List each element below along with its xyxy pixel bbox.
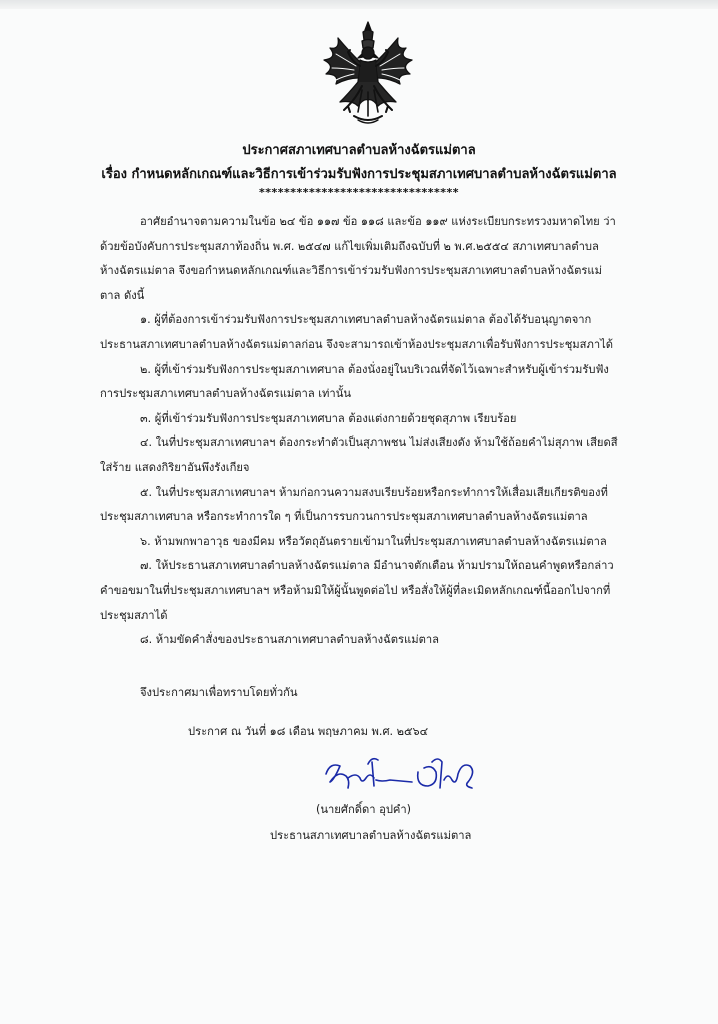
- rule-5-paragraph: ๕. ในที่ประชุมสภาเทศบาลฯ ห้ามก่อกวนความสงบเรียบร้อยหรือกระทำการให้เสื่อมเสียเกียรติของที่ประชุมสภาเทศบาล หรือกระทำการใด ๆ ที่เป็นการรบกวนการประชุมสภาเทศบาลตำบลห้างฉัตรแม่ตาล: [100, 485, 608, 524]
- document-body: [100, 210, 620, 653]
- signature-icon: [320, 752, 485, 800]
- preamble-paragraph: อาศัยอำนาจตามความในข้อ ๒๔ ข้อ ๑๑๗ ข้อ ๑๑๘ และข้อ ๑๑๙ แห่งระเบียบกระทรวงมหาดไทย ว่าด้วยข้อบังคับการประชุมสภาท้องถิ่น พ.ศ. ๒๕๔๗ แก้ไขเพิ่มเติมถึงฉบับที่ ๒ พ.ศ.๒๕๕๔ สภาเทศบาลตำบลห้างฉัตรแม่ตาล จึงขอกำหนดหลักเกณฑ์และวิธีการเข้าร่วมรับฟังการประชุมสภาเทศบาลตำบลห้างฉัตรแม่ตาล ดังนี้: [100, 215, 616, 302]
- signer-position: ประธานสภาเทศบาลตำบลห้างฉัตรแม่ตาล: [270, 829, 472, 842]
- document-title: ประกาศสภาเทศบาลตำบลห้างฉัตรแม่ตาล: [242, 143, 476, 158]
- rule-7-paragraph: ๗. ให้ประธานสภาเทศบาลตำบลห้างฉัตรแม่ตาล มีอำนาจตักเตือน ห้ามปรามให้ถอนคำพูดหรือกล่าวคำขอขมาในที่ประชุมสภาเทศบาลฯ หรือห้ามมิให้ผู้นั้นพูดต่อไป หรือสั่งให้ผู้ที่ละเมิดหลักเกณฑ์นี้ออกไปจากที่ประชุมสภาได้: [100, 559, 614, 622]
- title-divider: ********************************: [258, 186, 460, 199]
- conclusion-line: จึงประกาศมาเพื่อทราบโดยทั่วกัน: [140, 686, 298, 699]
- rule-6-paragraph: ๖. ห้ามพกพาอาวุธ ของมีคม หรือวัตถุอันตรายเข้ามาในที่ประชุมสภาเทศบาลตำบลห้างฉัตรแม่ตาล: [140, 534, 607, 548]
- document-subject: เรื่อง กำหนดหลักเกณฑ์และวิธีการเข้าร่วมรับฟังการประชุมสภาเทศบาลตำบลห้างฉัตรแม่ตาล: [101, 167, 617, 182]
- rule-4-paragraph: ๔. ในที่ประชุมสภาเทศบาลฯ ต้องกระทำตัวเป็นสุภาพชน ไม่ส่งเสียงดัง ห้ามใช้ถ้อยคำไม่สุภาพ เสียดสีใส่ร้าย แสดงกิริยาอันพึงรังเกียจ: [100, 436, 618, 474]
- rule-8-paragraph: ๘. ห้ามขัดคำสั่งของประธานสภาเทศบาลตำบลห้างฉัตรแม่ตาล: [140, 633, 439, 647]
- rule-3-paragraph: ๓. ผู้ที่เข้าร่วมรับฟังการประชุมสภาเทศบาล ต้องแต่งกายด้วยชุดสุภาพ เรียบร้อย: [140, 411, 517, 425]
- announcement-date: ประกาศ ณ วันที่ ๑๘ เดือน พฤษภาคม พ.ศ. ๒๕๖๔: [188, 725, 429, 738]
- signer-name: (นายศักดิ์ดา อุปคำ): [316, 803, 412, 816]
- rule-1-paragraph: ๑. ผู้ที่ต้องการเข้าร่วมรับฟังการประชุมสภาเทศบาลตำบลห้างฉัตรแม่ตาล ต้องได้รับอนุญาตจากประธานสภาเทศบาลตำบลห้างฉัตรแม่ตาลก่อน จึงจะสามารถเข้าห้องประชุมสภาเพื่อรับฟังการประชุมสภาได้: [100, 313, 614, 351]
- garuda-emblem-icon: [318, 20, 418, 128]
- rule-2-paragraph: ๒. ผู้ที่เข้าร่วมรับฟังการประชุมสภาเทศบาล ต้องนั่งอยู่ในบริเวณที่จัดไว้เฉพาะสำหรับผู้เข้าร่วมรับฟังการประชุมสภาเทศบาลตำบลห้างฉัตรแม่ตาล เท่านั้น: [100, 362, 609, 401]
- scan-edge: [0, 0, 718, 9]
